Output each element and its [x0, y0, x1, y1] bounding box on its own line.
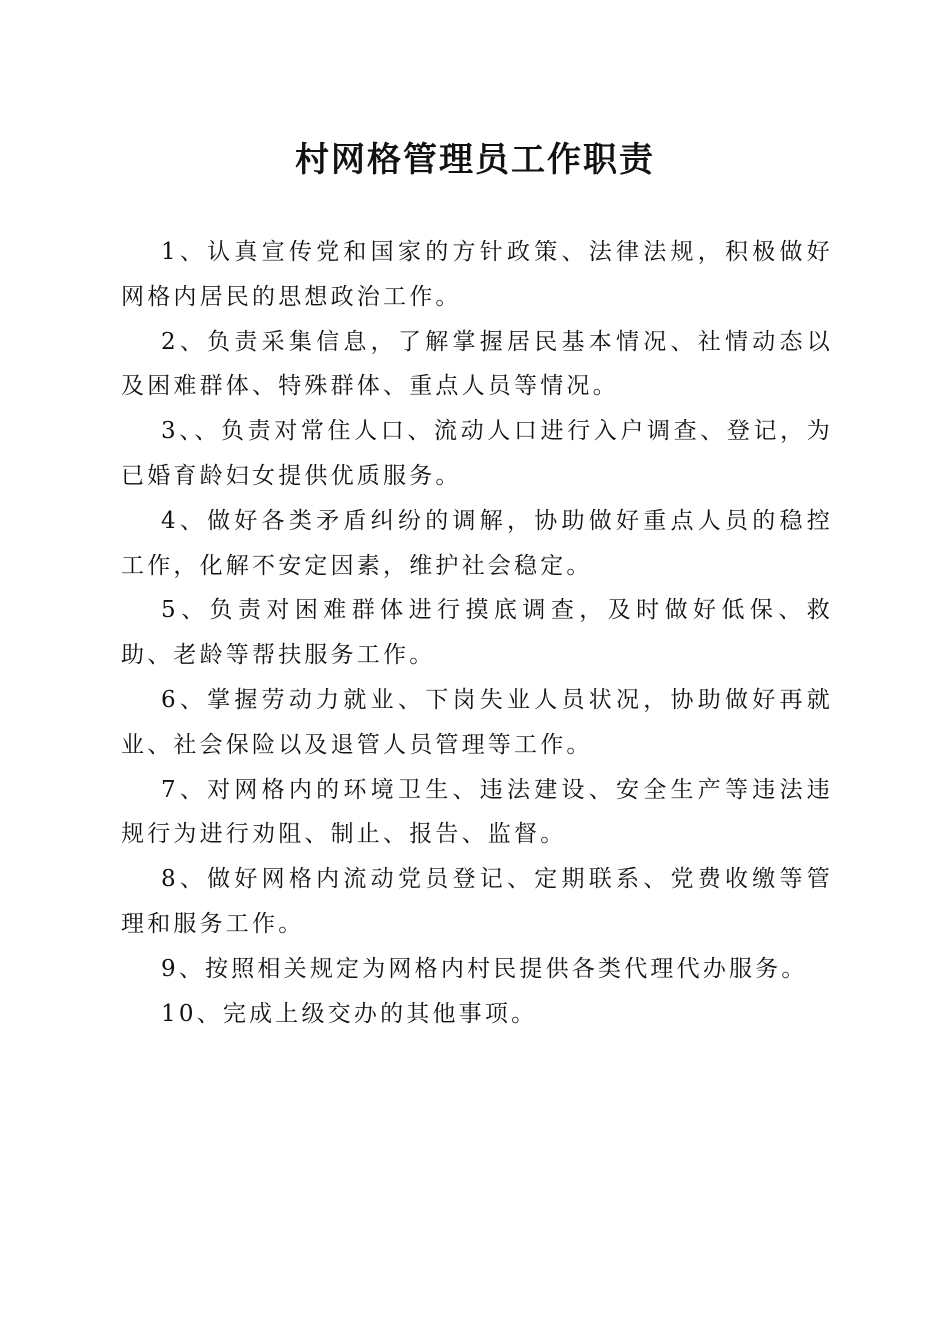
duty-item-4: 4、做好各类矛盾纠纷的调解，协助做好重点人员的稳控工作，化解不安定因素，维护社会稳定。	[121, 507, 833, 579]
duty-list	[121, 230, 833, 1036]
duty-item-7: 7、对网格内的环境卫生、违法建设、安全生产等违法违规行为进行劝阻、制止、报告、监督。	[121, 776, 833, 848]
duty-item-2: 2、负责采集信息，了解掌握居民基本情况、社情动态以及困难群体、特殊群体、重点人员等情况。	[121, 328, 833, 400]
duty-item-10: 10、完成上级交办的其他事项。	[161, 1000, 538, 1027]
duty-item-3: 3、、负责对常住人口、流动人口进行入户调查、登记，为已婚育龄妇女提供优质服务。	[121, 418, 833, 489]
duty-item-8: 8、做好网格内流动党员登记、定期联系、党费收缴等管理和服务工作。	[121, 866, 833, 937]
duty-item-5: 5、负责对困难群体进行摸底调查，及时做好低保、救助、老龄等帮扶服务工作。	[121, 597, 833, 669]
duty-item-6: 6、掌握劳动力就业、下岗失业人员状况，协助做好再就业、社会保险以及退管人员管理等工作。	[121, 686, 833, 758]
document-title: 村网格管理员工作职责	[295, 140, 655, 180]
duty-item-1: 1、认真宣传党和国家的方针政策、法律法规，积极做好网格内居民的思想政治工作。	[121, 239, 833, 310]
duty-item-9: 9、按照相关规定为网格内村民提供各类代理代办服务。	[161, 955, 808, 982]
